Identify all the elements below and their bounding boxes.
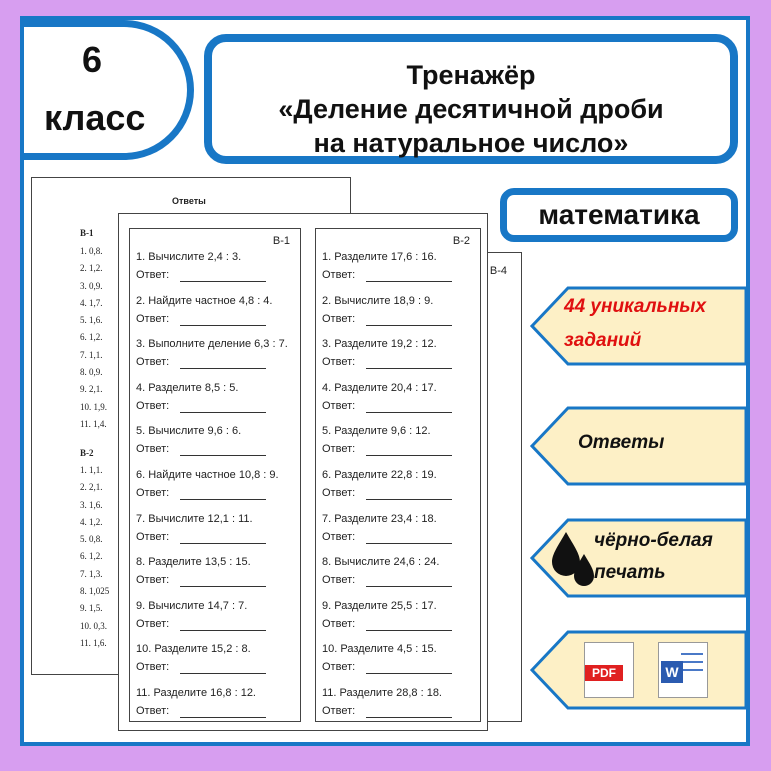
task-text: 5. Вычислите 9,6 : 6. xyxy=(136,425,242,438)
task-item xyxy=(130,382,300,422)
answer-item: 3. 0,9. xyxy=(80,280,103,291)
answer-line xyxy=(180,281,266,282)
answer-label: Ответ: xyxy=(136,661,170,674)
word-file-icon xyxy=(658,642,708,698)
answer-label: Ответ: xyxy=(322,399,356,412)
answer-line xyxy=(180,499,266,500)
answer-item: 5. 0,8. xyxy=(80,534,103,545)
answer-item: 6. 1,2. xyxy=(80,551,103,562)
word-line xyxy=(681,653,703,655)
answer-label: Ответ: xyxy=(322,574,356,587)
task-item xyxy=(316,556,480,596)
answer-label: Ответ: xyxy=(322,269,356,281)
answer-item: 9. 1,5. xyxy=(80,603,103,614)
ribbon-formats xyxy=(530,630,746,710)
task-text: 6. Найдите частное 10,8 : 9. xyxy=(136,469,279,481)
answer-line xyxy=(180,325,266,326)
task-text: 9. Вычислите 14,7 : 7. xyxy=(136,599,248,612)
answer-label: Ответ: xyxy=(136,617,170,630)
answer-item: 10. 0,3. xyxy=(80,620,107,631)
answer-line xyxy=(180,368,266,369)
ribbon-answers xyxy=(530,406,746,486)
answer-item: 4. 1,7. xyxy=(80,297,103,308)
ribbon-tasks-line-1: 44 уникальных xyxy=(564,296,707,317)
answer-label: Ответ: xyxy=(136,312,170,325)
answer-line xyxy=(366,281,452,282)
answer-line xyxy=(180,717,266,718)
ribbon-answers-text: Ответы xyxy=(578,432,665,453)
answer-line xyxy=(180,543,266,544)
answer-label: Ответ: xyxy=(136,399,170,412)
answer-line xyxy=(180,412,266,413)
answer-label: Ответ: xyxy=(322,530,356,543)
answer-label: Ответ: xyxy=(322,356,356,369)
ribbon-print xyxy=(530,518,746,598)
answer-label: Ответ: xyxy=(136,530,170,543)
task-item xyxy=(130,425,300,465)
subject-label: математика xyxy=(500,188,738,242)
answer-item: 8. 1,025 xyxy=(80,586,110,597)
pdf-icon-label: PDF xyxy=(585,665,623,681)
task-text: 10. Разделите 4,5 : 15. xyxy=(322,643,437,656)
answer-line xyxy=(366,325,452,326)
task-item xyxy=(130,295,300,335)
answer-line xyxy=(180,455,266,456)
answer-label: Ответ: xyxy=(322,705,356,717)
answer-line xyxy=(366,455,452,456)
task-text: 8. Разделите 13,5 : 15. xyxy=(136,556,251,569)
variant2-column xyxy=(315,228,481,722)
answer-label: Ответ: xyxy=(136,487,170,499)
grade-badge xyxy=(24,20,194,160)
task-item xyxy=(316,600,480,640)
word-line xyxy=(681,669,703,671)
task-text: 1. Разделите 17,6 : 16. xyxy=(322,251,437,263)
answer-label: Ответ: xyxy=(136,443,170,456)
title-line-1: Тренажёр xyxy=(406,60,536,90)
answer-label: Ответ: xyxy=(322,312,356,325)
task-item xyxy=(316,643,480,683)
task-item xyxy=(130,600,300,640)
answer-label: Ответ: xyxy=(136,705,170,717)
answer-item: 11. 1,6. xyxy=(80,637,107,648)
answer-item: 7. 1,1. xyxy=(80,349,103,360)
task-text: 5. Разделите 9,6 : 12. xyxy=(322,425,431,438)
task-text: 8. Вычислите 24,6 : 24. xyxy=(322,556,440,569)
answer-line xyxy=(366,717,452,718)
task-text: 9. Разделите 25,5 : 17. xyxy=(322,599,437,612)
answer-item: 2. 2,1. xyxy=(80,482,103,493)
answer-line xyxy=(366,586,452,587)
grade-word: класс xyxy=(44,97,146,138)
ribbon-tasks xyxy=(530,286,746,366)
task-text: 7. Разделите 23,4 : 18. xyxy=(322,512,437,525)
answer-item: 1. 0,8. xyxy=(80,246,103,256)
task-item xyxy=(130,513,300,553)
variant2-label: В-2 xyxy=(452,235,470,247)
task-item xyxy=(316,513,480,553)
task-text: 11. Разделите 28,8 : 18. xyxy=(322,687,442,699)
pdf-file-icon xyxy=(584,642,634,698)
answers-v1-list xyxy=(80,246,107,436)
answer-label: Ответ: xyxy=(136,269,170,281)
ribbon-formats-shape xyxy=(530,630,746,710)
word-icon-label: W xyxy=(661,661,683,683)
answer-line xyxy=(180,630,266,631)
answer-label: Ответ: xyxy=(136,574,170,587)
title-box xyxy=(204,34,738,164)
answer-line xyxy=(180,673,266,674)
answer-item: 2. 1,2. xyxy=(80,263,103,274)
answer-line xyxy=(366,499,452,500)
tasks-sheet xyxy=(118,213,488,731)
task-item xyxy=(316,338,480,378)
answer-item: 7. 1,3. xyxy=(80,568,103,579)
answer-line xyxy=(366,368,452,369)
task-item xyxy=(316,251,480,291)
answer-line xyxy=(366,412,452,413)
grade-number: 6 xyxy=(82,39,103,80)
task-text: 4. Разделите 8,5 : 5. xyxy=(136,381,239,394)
answer-item: 5. 1,6. xyxy=(80,315,103,326)
task-text: 3. Разделите 19,2 : 12. xyxy=(322,338,437,351)
answer-line xyxy=(180,586,266,587)
task-text: 7. Вычислите 12,1 : 11. xyxy=(136,512,253,525)
task-text: 6. Разделите 22,8 : 19. xyxy=(322,469,437,481)
task-text: 11. Разделите 16,8 : 12. xyxy=(136,687,256,699)
answers-v2-label: В-2 xyxy=(80,448,94,458)
task-item xyxy=(316,687,480,727)
variant1-label: В-1 xyxy=(272,235,290,247)
answer-item: 1. 1,1. xyxy=(80,465,103,475)
answer-item: 9. 2,1. xyxy=(80,384,103,395)
answer-label: Ответ: xyxy=(136,356,170,369)
task-text: 2. Найдите частное 4,8 : 4. xyxy=(136,294,273,307)
answer-item: 11. 1,4. xyxy=(80,418,107,429)
task-item xyxy=(316,295,480,335)
task-item xyxy=(130,469,300,509)
task-text: 4. Разделите 20,4 : 17. xyxy=(322,381,437,394)
answer-line xyxy=(366,543,452,544)
answers-sheet-title: Ответы xyxy=(172,196,206,206)
variant1-column xyxy=(129,228,301,722)
title-line-3: на натуральное число» xyxy=(313,128,629,158)
task-text: 3. Выполните деление 6,3 : 7. xyxy=(136,338,288,351)
answer-item: 8. 0,9. xyxy=(80,367,103,378)
answer-line xyxy=(366,630,452,631)
answer-label: Ответ: xyxy=(322,443,356,456)
answer-label: Ответ: xyxy=(322,661,356,674)
answer-label: Ответ: xyxy=(322,617,356,630)
word-line xyxy=(681,661,703,663)
task-text: 2. Вычислите 18,9 : 9. xyxy=(322,294,434,307)
task-item xyxy=(130,687,300,727)
answers-v1-label: В-1 xyxy=(80,228,94,238)
variant4-label: В-4 xyxy=(489,265,507,277)
ink-drops-icon xyxy=(552,528,596,588)
task-item xyxy=(316,469,480,509)
task-item xyxy=(130,251,300,291)
answer-label: Ответ: xyxy=(322,487,356,499)
task-text: 10. Разделите 15,2 : 8. xyxy=(136,643,251,656)
answer-item: 4. 1,2. xyxy=(80,516,103,527)
task-item xyxy=(130,643,300,683)
ribbon-print-line-2: печать xyxy=(594,562,666,583)
answers-v2-list xyxy=(80,465,109,655)
answer-item: 10. 1,9. xyxy=(80,401,107,412)
ribbon-print-line-1: чёрно-белая xyxy=(594,530,713,551)
task-item xyxy=(130,556,300,596)
task-item xyxy=(316,425,480,465)
answer-line xyxy=(366,673,452,674)
task-item xyxy=(316,382,480,422)
title-line-2: «Деление десятичной дроби xyxy=(278,94,664,124)
ribbon-tasks-line-2: заданий xyxy=(564,330,642,351)
answer-item: 6. 1,2. xyxy=(80,332,103,343)
answer-item: 3. 1,6. xyxy=(80,499,103,510)
task-item xyxy=(130,338,300,378)
task-text: 1. Вычислите 2,4 : 3. xyxy=(136,251,242,263)
